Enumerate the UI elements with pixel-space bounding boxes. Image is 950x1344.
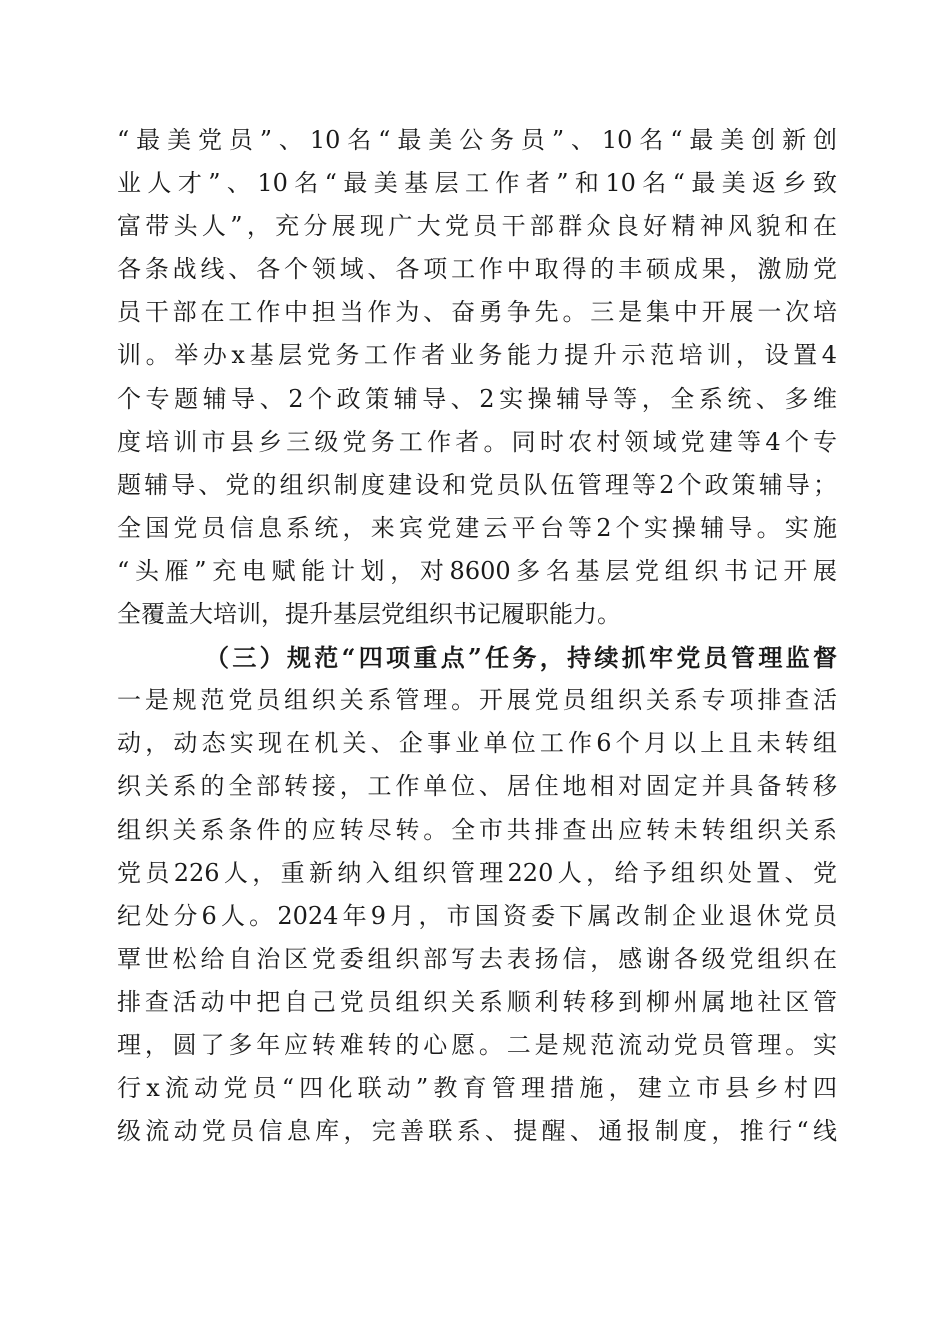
text-line: 业人才”、10名“最美基层工作者”和10名“最美返乡致 [117, 169, 837, 198]
text-line: 各条战线、各个领域、各项工作中取得的丰硕成果，激励党 [117, 255, 837, 284]
text-line: 动，动态实现在机关、企事业单位工作6个月以上且未转组 [117, 729, 837, 758]
text-line: 行x流动党员“四化联动”教育管理措施，建立市县乡村四 [117, 1074, 837, 1103]
text-line: 覃世松给自治区党委组织部写去表扬信，感谢各级党组织在 [117, 944, 837, 973]
text-line: “最美党员”、10名“最美公务员”、10名“最美创新创 [117, 126, 837, 154]
body-text [117, 119, 837, 1153]
text-line: “头雁”充电赋能计划，对8600多名基层党组织书记开展 [117, 556, 837, 585]
text-line: 全国党员信息系统，来宾党建云平台等2个实操辅导。实施 [117, 513, 837, 542]
text-line: 训。举办x基层党务工作者业务能力提升示范培训，设置4 [117, 341, 837, 370]
text-line: 级流动党员信息库，完善联系、提醒、通报制度，推行“线 [117, 1117, 837, 1146]
text-line: 一是规范党员组织关系管理。开展党员组织关系专项排查活 [117, 686, 837, 715]
text-line: 党员226人，重新纳入组织管理220人，给予组织处置、党 [117, 858, 837, 887]
text-line: 个专题辅导、2个政策辅导、2实操辅导等，全系统、多维 [117, 384, 837, 413]
text-line: 织关系的全部转接，工作单位、居住地相对固定并具备转移 [117, 772, 837, 801]
text-line: 题辅导、党的组织制度建设和党员队伍管理等2个政策辅导； [117, 470, 837, 499]
section-heading: （三）规范“四项重点”任务，持续抓牢党员管理监督 [205, 643, 837, 673]
text-line: 富带头人”，充分展现广大党员干部群众良好精神风貌和在 [117, 212, 837, 241]
text-line: 纪处分6人。2024年9月，市国资委下属改制企业退休党员 [117, 901, 837, 930]
text-line: 度培训市县乡三级党务工作者。同时农村领域党建等4个专 [117, 427, 837, 456]
text-line: 员干部在工作中担当作为、奋勇争先。三是集中开展一次培 [117, 298, 837, 327]
text-line: 理，圆了多年应转难转的心愿。二是规范流动党员管理。实 [117, 1030, 837, 1059]
paragraph-end-line: 全覆盖大培训，提升基层党组织书记履职能力。 [117, 600, 621, 629]
text-line: 排查活动中把自己党员组织关系顺利转移到柳州属地社区管 [117, 987, 837, 1016]
text-line: 组织关系条件的应转尽转。全市共排查出应转未转组织关系 [117, 815, 837, 844]
